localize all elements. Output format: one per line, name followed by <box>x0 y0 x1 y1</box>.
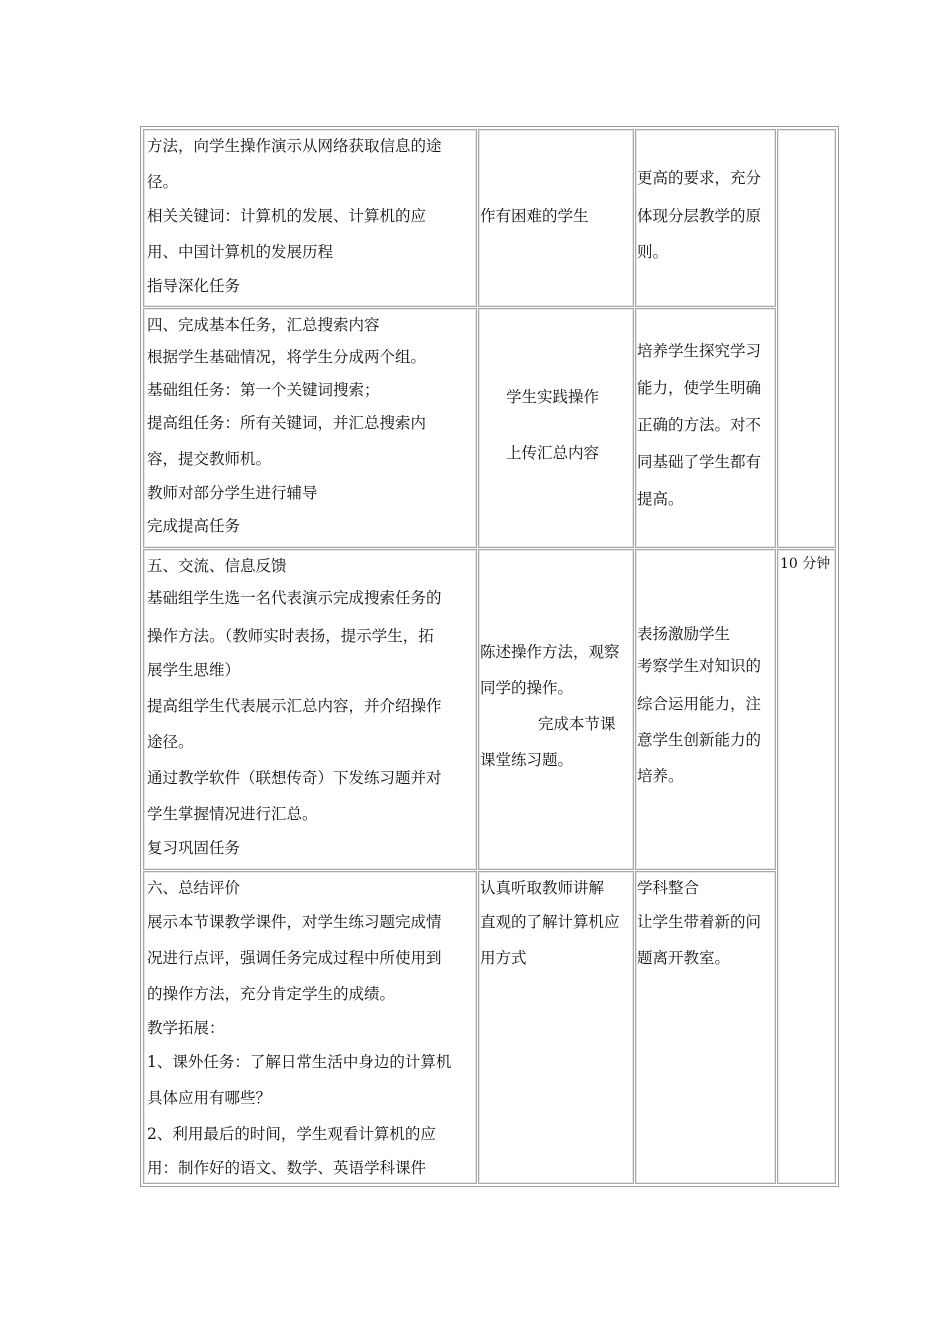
text-line: 教师对部分学生进行辅导 <box>147 484 318 502</box>
text-line: 用：制作好的语文、数学、英语学科课件 <box>147 1159 427 1177</box>
student-activity-cell <box>478 549 634 870</box>
text-line: 的操作方法，充分肯定学生的成绩。 <box>147 985 396 1003</box>
text-line: 表扬激励学生 <box>637 625 731 643</box>
text-line: 指导深化任务 <box>147 277 241 295</box>
text-line: 完成提高任务 <box>147 517 241 535</box>
text-line: 根据学生基础情况，将学生分成两个组。 <box>147 348 427 366</box>
text-line: 基础组任务：第一个关键词搜索； <box>147 381 380 399</box>
text-line: 意学生创新能力的 <box>637 731 762 749</box>
text-line: 操作方法。（教师实时表扬，提示学生，拓 <box>147 627 434 645</box>
text-line: 考察学生对知识的 <box>637 657 762 675</box>
text-line: 完成本节课 <box>538 715 616 733</box>
text-line: 展示本节课教学课件，对学生练习题完成情 <box>147 913 442 931</box>
student-activity-cell <box>478 871 634 1184</box>
text-line: 学科整合 <box>637 879 700 897</box>
text-line: 况进行点评，强调任务完成过程中所使用到 <box>147 949 442 967</box>
text-line: 体现分层教学的原 <box>637 207 762 225</box>
text-line: 能力，使学生明确 <box>637 379 762 397</box>
text-line: 容，提交教师机。 <box>147 450 272 468</box>
design-intent-cell <box>635 308 776 548</box>
duration-label: 10 分钟 <box>780 556 831 572</box>
teacher-activity-cell <box>143 129 477 307</box>
text-line: 四、完成基本任务，汇总搜索内容 <box>147 316 380 334</box>
text-line: 径。 <box>147 173 179 191</box>
text-line: 途径。 <box>147 733 194 751</box>
text-line: 题离开教室。 <box>637 949 731 967</box>
text-line: 正确的方法。对不 <box>637 416 762 434</box>
text-line: 培养。 <box>637 767 684 785</box>
text-line: 学生实践操作 <box>506 388 600 406</box>
text-line: 方法，向学生操作演示从网络获取信息的途 <box>147 137 442 155</box>
text-line: 陈述操作方法，观察 <box>480 643 620 661</box>
text-line: 五、交流、信息反馈 <box>147 557 287 575</box>
teacher-activity-cell <box>143 549 477 870</box>
text-line: 六、总结评价 <box>147 879 241 897</box>
text-line: 通过教学软件（联想传奇）下发练习题并对 <box>147 769 442 787</box>
text-line: 课堂练习题。 <box>480 751 574 769</box>
teacher-activity-cell <box>143 871 477 1184</box>
text-line: 1、课外任务：了解日常生活中身边的计算机 <box>147 1053 452 1071</box>
text-line: 同学的操作。 <box>480 679 574 697</box>
time-cell <box>777 129 836 548</box>
text-line: 上传汇总内容 <box>506 444 600 462</box>
text-line: 展学生思维） <box>147 661 241 679</box>
text-line: 培养学生探究学习 <box>637 342 762 360</box>
text-line: 更高的要求，充分 <box>637 169 762 187</box>
student-activity-cell <box>478 308 634 548</box>
text-line: 提高。 <box>637 490 684 508</box>
text-line: 用、中国计算机的发展历程 <box>147 243 334 261</box>
text-line: 学生掌握情况进行汇总。 <box>147 805 318 823</box>
text-line: 认真听取教师讲解 <box>480 879 605 897</box>
text-line: 2、利用最后的时间，学生观看计算机的应 <box>147 1125 436 1143</box>
text-line: 相关关键词：计算机的发展、计算机的应 <box>147 207 427 225</box>
design-intent-cell <box>635 129 776 307</box>
design-intent-cell <box>635 871 776 1184</box>
text-line: 提高组学生代表展示汇总内容，并介绍操作 <box>147 697 442 715</box>
text-line: 则。 <box>637 243 669 261</box>
time-cell <box>777 549 836 1184</box>
text-line: 复习巩固任务 <box>147 839 241 857</box>
text-line: 直观的了解计算机应 <box>480 913 620 931</box>
text-line: 综合运用能力，注 <box>637 695 762 713</box>
teacher-activity-cell <box>143 308 477 548</box>
text-line: 具体应用有哪些？ <box>147 1089 272 1107</box>
text-line: 教学拓展： <box>147 1019 225 1037</box>
text-line: 用方式 <box>480 949 527 967</box>
text-line: 同基础了学生都有 <box>637 453 762 471</box>
text-line: 基础组学生选一名代表演示完成搜索任务的 <box>147 589 442 607</box>
text-line: 让学生带着新的问 <box>637 913 762 931</box>
design-intent-cell <box>635 549 776 870</box>
text-line: 提高组任务：所有关键词，并汇总搜索内 <box>147 414 427 432</box>
lesson-plan-table <box>140 126 839 1187</box>
student-activity-cell <box>478 129 634 307</box>
text-line: 作有困难的学生 <box>480 207 589 225</box>
